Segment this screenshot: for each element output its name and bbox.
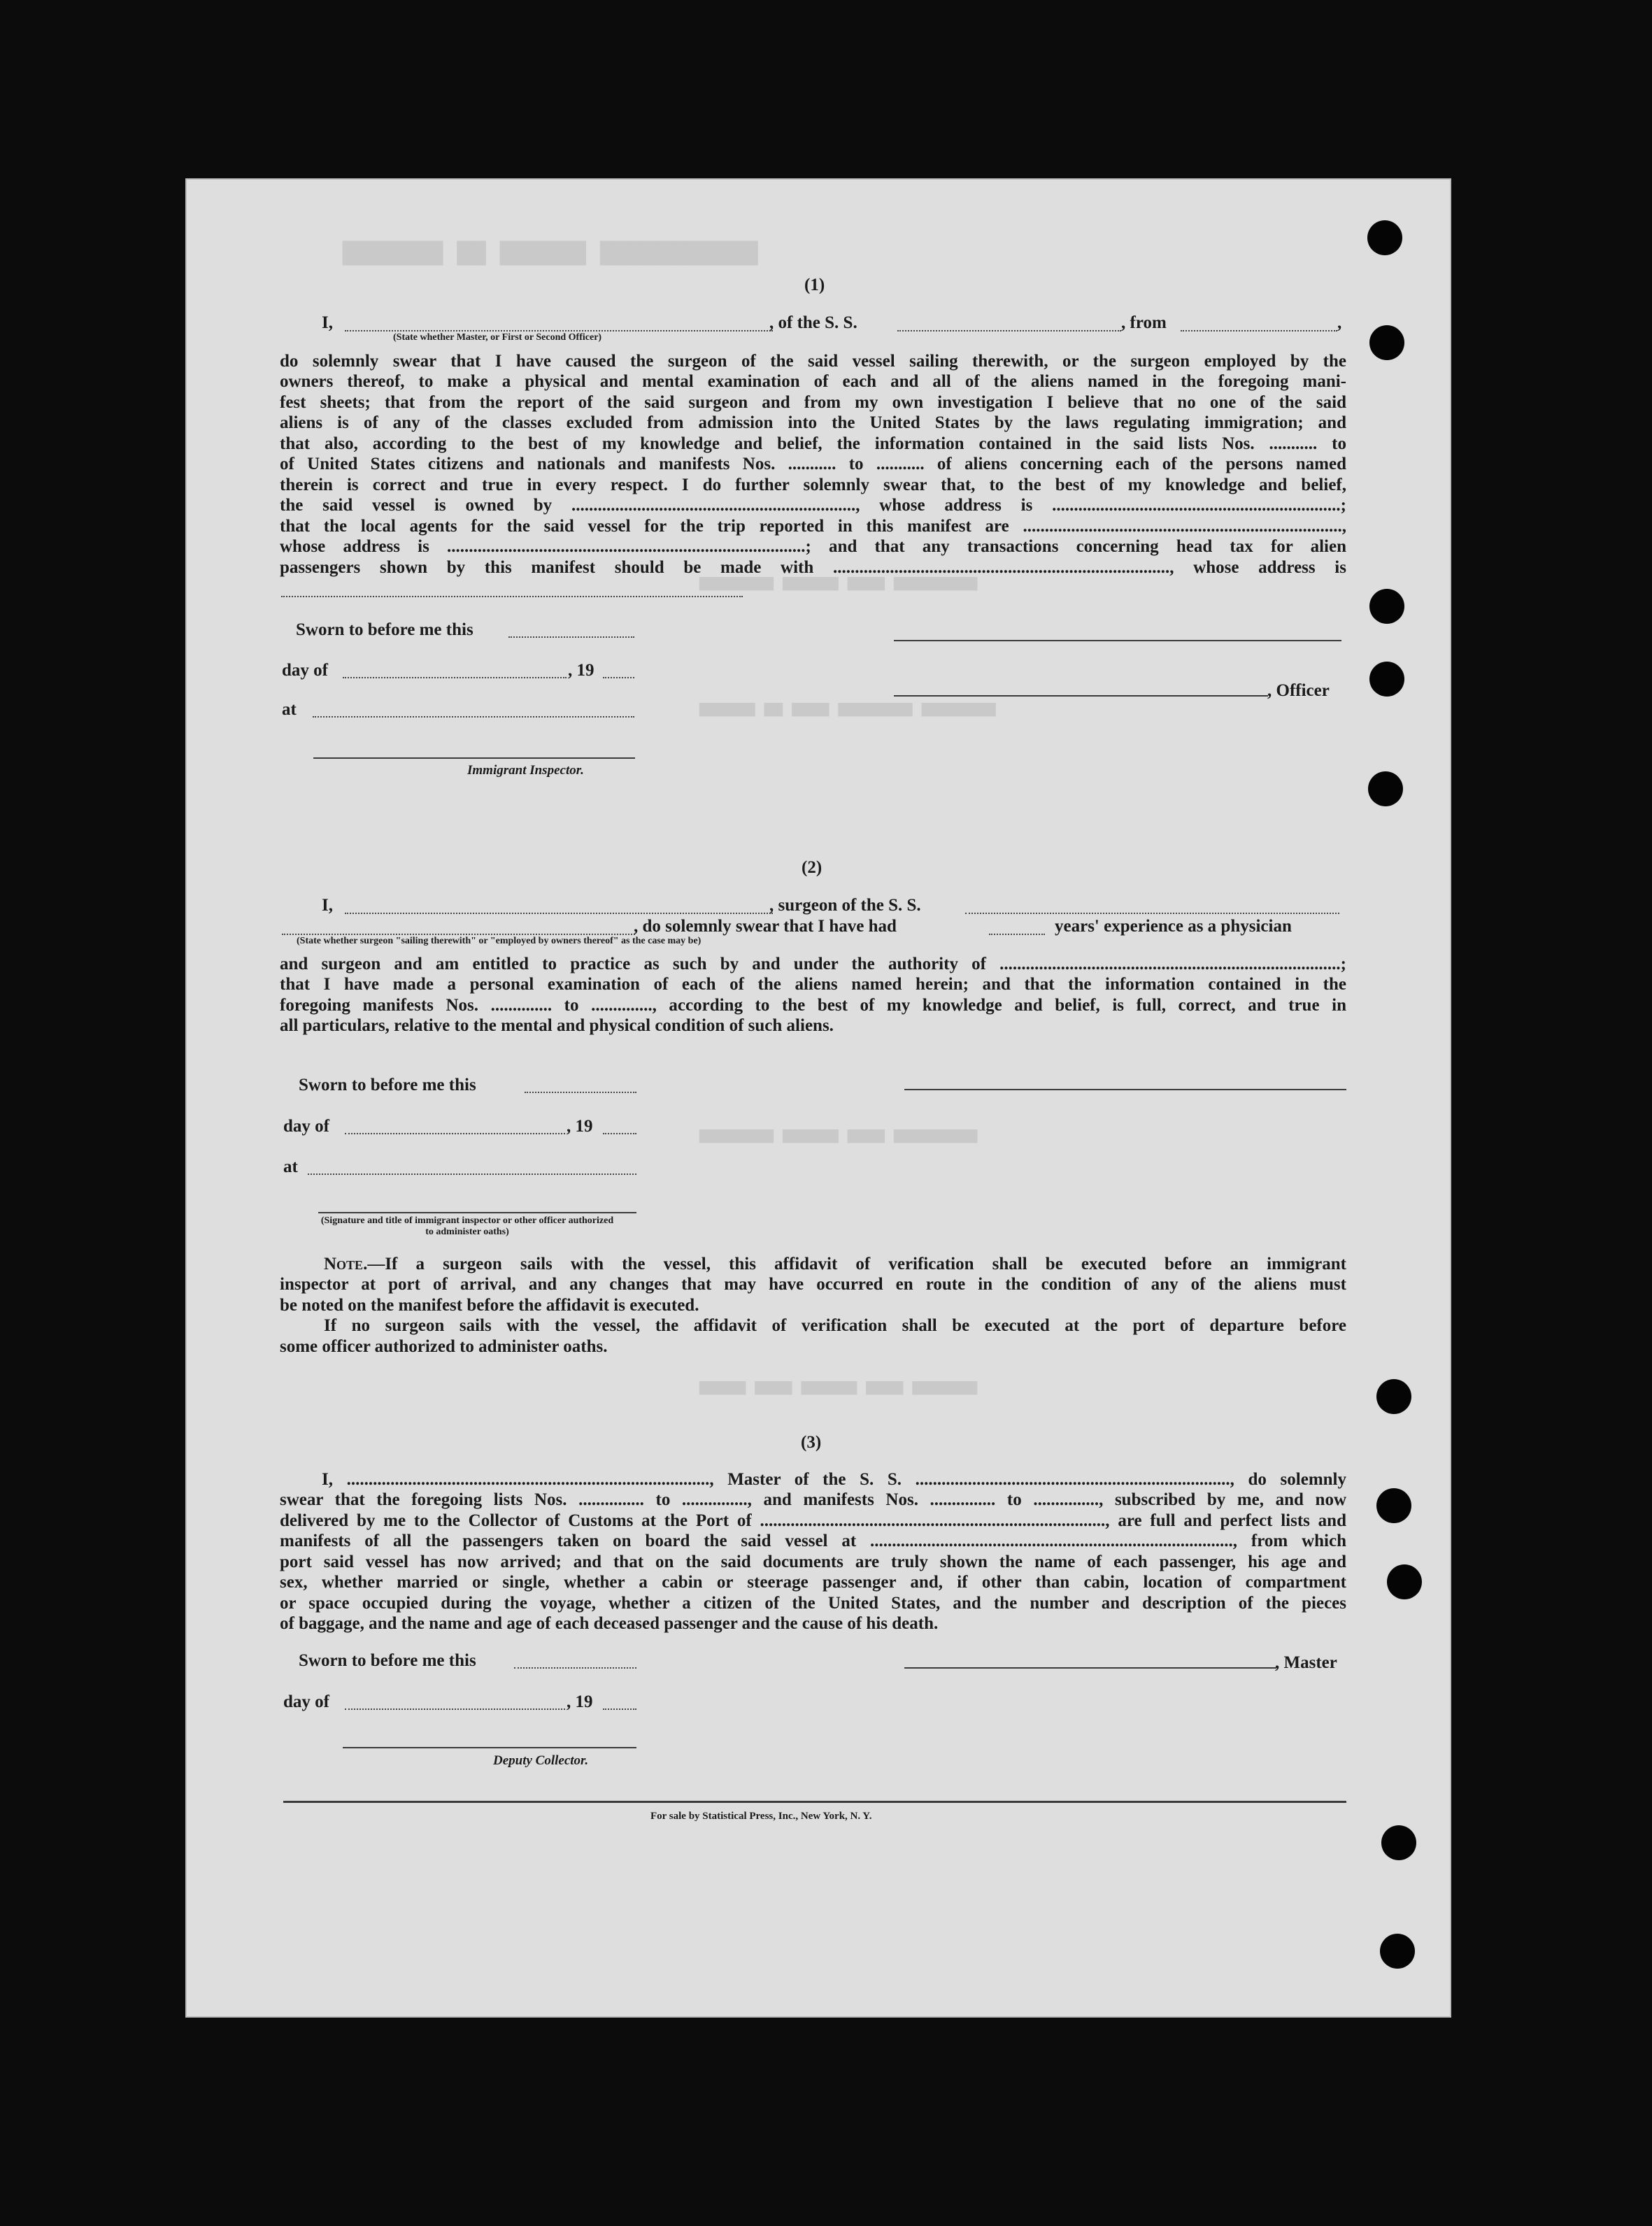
inspector-signature-line[interactable] <box>313 757 635 759</box>
bleed-through: ▆▆▆▆▆▆▆▆ ▆▆▆▆▆▆ ▆▆▆▆ ▆▆▆▆▆▆▆▆▆ <box>699 574 978 592</box>
day-of-label-3: day of <box>283 1692 329 1711</box>
month-field-2[interactable] <box>345 1133 565 1134</box>
section-3-line: of baggage, and the name and age of each deceased passenger and the cause of his death. <box>280 1614 939 1633</box>
section-1-line: that the local agents for the said vessel for the trip reported in this manifest are ........................................................................., <box>280 517 1346 536</box>
binder-hole <box>1369 325 1404 360</box>
binder-hole <box>1387 1564 1422 1599</box>
month-field-3[interactable] <box>345 1708 565 1710</box>
binder-hole <box>1376 1379 1411 1414</box>
inspector-signature-line-2[interactable] <box>318 1212 636 1213</box>
from-port-field[interactable] <box>1181 330 1337 331</box>
section-1-line: do solemnly swear that I have caused the surgeon of the said vessel sailing therewith, or the surgeon employed by the <box>280 352 1346 371</box>
master-label: , Master <box>1275 1653 1337 1672</box>
tax-address-field[interactable] <box>281 596 743 597</box>
binder-hole <box>1376 1488 1411 1523</box>
note-line <box>280 1254 1346 1275</box>
section-2-number: (2) <box>802 858 823 877</box>
binder-hole <box>1368 771 1403 806</box>
section-1-line: passengers shown by this manifest should be made with ............................................................................., whose address is <box>280 558 1346 577</box>
section-1-line: the said vessel is owned by ................................................................., whose address is ..................................................................; <box>280 496 1346 515</box>
binder-hole <box>1369 589 1404 624</box>
sworn-date-field-3[interactable] <box>514 1667 636 1669</box>
bleed-through: ▆▆▆▆▆▆ ▆▆ ▆▆▆▆ ▆▆▆▆▆▆▆▆ ▆▆▆▆▆▆▆▆ <box>699 700 996 718</box>
section-1-line: aliens is of any of the classes excluded from admission into the United States by the laws regulating immigration; and <box>280 413 1346 432</box>
surgeon-status-field[interactable] <box>282 934 635 935</box>
binder-hole <box>1381 1825 1416 1860</box>
collector-signature-line[interactable] <box>343 1747 636 1748</box>
section-3-line: delivered by me to the Collector of Customs at the Port of ..............................................................................., are full and perfect lists and <box>280 1511 1346 1530</box>
officer-label: , Officer <box>1267 681 1330 700</box>
section-1-line: of United States citizens and nationals and manifests Nos. ........... to ........... of aliens concerning each of the persons named <box>280 455 1346 473</box>
officer-signature-line-2[interactable] <box>894 695 1268 697</box>
deputy-collector-label: Deputy Collector. <box>493 1753 589 1768</box>
year-field-2[interactable] <box>603 1133 636 1134</box>
surgeon-name-field[interactable] <box>345 913 773 914</box>
signature-caption: (Signature and title of immigrant inspector or other officer authorized to administer oaths) <box>320 1215 614 1237</box>
surgeon-signature-line[interactable] <box>904 1089 1346 1090</box>
immigrant-inspector-label: Immigrant Inspector. <box>467 763 584 778</box>
sworn-date-field-1[interactable] <box>508 636 634 638</box>
sworn-label-2: Sworn to before me this <box>299 1076 476 1094</box>
note-line: be noted on the manifest before the affidavit is executed. <box>280 1296 699 1315</box>
year-label-3: , 19 <box>567 1692 593 1711</box>
binder-hole <box>1369 662 1404 697</box>
bleed-through: ▆▆▆▆▆▆▆▆ ▆▆▆▆▆▆ ▆▆▆▆ ▆▆▆▆▆▆▆▆▆ <box>699 1127 978 1144</box>
note-line: inspector at port of arrival, and any changes that may have occurred en route in the condition of any of the aliens must <box>280 1275 1346 1294</box>
year-label-1: , 19 <box>568 661 594 680</box>
publisher-footer: For sale by Statistical Press, Inc., New York, N. Y. <box>650 1811 872 1822</box>
sworn-label-3: Sworn to before me this <box>299 1651 476 1670</box>
section-1-number: (1) <box>804 276 825 294</box>
officer-signature-line-1[interactable] <box>894 640 1341 641</box>
year-field-1[interactable] <box>603 677 634 678</box>
section-1-line: that also, according to the best of my knowledge and belief, the information contained in the said lists Nos. ........... to <box>280 434 1346 453</box>
section-1-line: fest sheets; that from the report of the said surgeon and from my own investigation I believe that no one of the said <box>280 393 1346 412</box>
section-1-line: whose address is ..................................................................................; and that any transactions concerning head tax for alien <box>280 537 1346 556</box>
vessel-name-field[interactable] <box>897 330 1121 331</box>
note-line: If no surgeon sails with the vessel, the affidavit of verification shall be executed at the port of departure before <box>324 1316 1346 1335</box>
bleed-through: ▇▇▇▇▇▇▇ ▇▇ ▇▇▇▇▇▇ ▇▇▇▇▇▇▇▇▇▇▇ <box>343 241 758 267</box>
section-2-line: and surgeon and am entitled to practice as such by and under the authority of ..............................................................................; <box>280 955 1346 973</box>
year-label-2: , 19 <box>567 1117 593 1136</box>
section-3-line: I, ..................................................................................., Master of the S. S. ........................................................................, do solemnly <box>322 1470 1346 1489</box>
section-2-line: foregoing manifests Nos. .............. to .............., according to the best of my knowledge and belief, is full, correct, and true in <box>280 996 1346 1015</box>
officer-title-field[interactable] <box>345 330 773 331</box>
do-solemnly-label: , do solemnly swear that I have had <box>634 917 897 936</box>
master-signature-line[interactable] <box>904 1667 1276 1669</box>
sworn-date-field-2[interactable] <box>525 1092 636 1093</box>
day-of-label-1: day of <box>282 661 328 680</box>
section-1-line: owners thereof, to make a physical and mental examination of each and all of the aliens named in the foregoing mani- <box>280 372 1346 391</box>
place-field-2[interactable] <box>308 1173 636 1175</box>
bleed-through: ▆▆▆▆▆ ▆▆▆▆ ▆▆▆▆▆▆ ▆▆▆▆ ▆▆▆▆▆▆▆ <box>699 1378 978 1396</box>
section-3-number: (3) <box>801 1433 822 1452</box>
at-label-1: at <box>282 700 297 719</box>
at-label-2: at <box>283 1157 298 1176</box>
officer-caption: (State whether Master, or First or Second Officer) <box>393 332 602 343</box>
section-3-line: manifests of all the passengers taken on board the said vessel at ..................................................................................., from which <box>280 1532 1346 1550</box>
surgeon-vessel-field[interactable] <box>965 913 1339 914</box>
section-2-line: that I have made a personal examination of each of the aliens named herein; and that the information contained in the <box>280 975 1346 994</box>
section-3-line: sex, whether married or single, whether a cabin or steerage passenger and, if other than cabin, location of compartment <box>280 1573 1346 1592</box>
from-label: , from <box>1121 313 1167 332</box>
from-comma: , <box>1337 313 1342 332</box>
section-3-line: or space occupied during the voyage, whether a citizen of the United States, and the number and description of the pieces <box>280 1594 1346 1613</box>
footer-rule <box>283 1801 1346 1803</box>
section-2-line: all particulars, relative to the mental and physical condition of such aliens. <box>280 1016 834 1035</box>
section-1-i: I, <box>322 313 333 332</box>
day-of-label-2: day of <box>283 1117 329 1136</box>
binder-hole <box>1367 220 1402 255</box>
section-3-line: swear that the foregoing lists Nos. ............... to ..............., and manifests Nos. ............... to ..............., subscribed by me, and now <box>280 1490 1346 1509</box>
month-field-1[interactable] <box>343 677 567 678</box>
years-label: years' experience as a physician <box>1055 917 1292 936</box>
place-field-1[interactable] <box>313 716 634 718</box>
note-label: Note. <box>324 1255 368 1273</box>
of-ss-label: , of the S. S. <box>769 313 857 332</box>
note-line: some officer authorized to administer oaths. <box>280 1337 608 1356</box>
surgeon-of-label: , surgeon of the S. S. <box>769 896 921 915</box>
section-2-i: I, <box>322 896 333 915</box>
binder-hole <box>1380 1934 1415 1969</box>
section-1-line: therein is correct and true in every respect. I do further solemnly swear that, to the best of my knowledge and belief, <box>280 476 1346 494</box>
years-experience-field[interactable] <box>989 934 1045 935</box>
section-3-line: port said vessel has now arrived; and that on the said documents are truly shown the name of each passenger, his age and <box>280 1553 1346 1571</box>
year-field-3[interactable] <box>603 1708 636 1710</box>
note-text: —If a surgeon sails with the vessel, this affidavit of verification shall be executed before an immigrant <box>367 1255 1346 1273</box>
surgeon-caption: (State whether surgeon "sailing therewith" or "employed by owners thereof" as the case may be) <box>297 936 702 946</box>
sworn-label-1: Sworn to before me this <box>296 620 473 639</box>
